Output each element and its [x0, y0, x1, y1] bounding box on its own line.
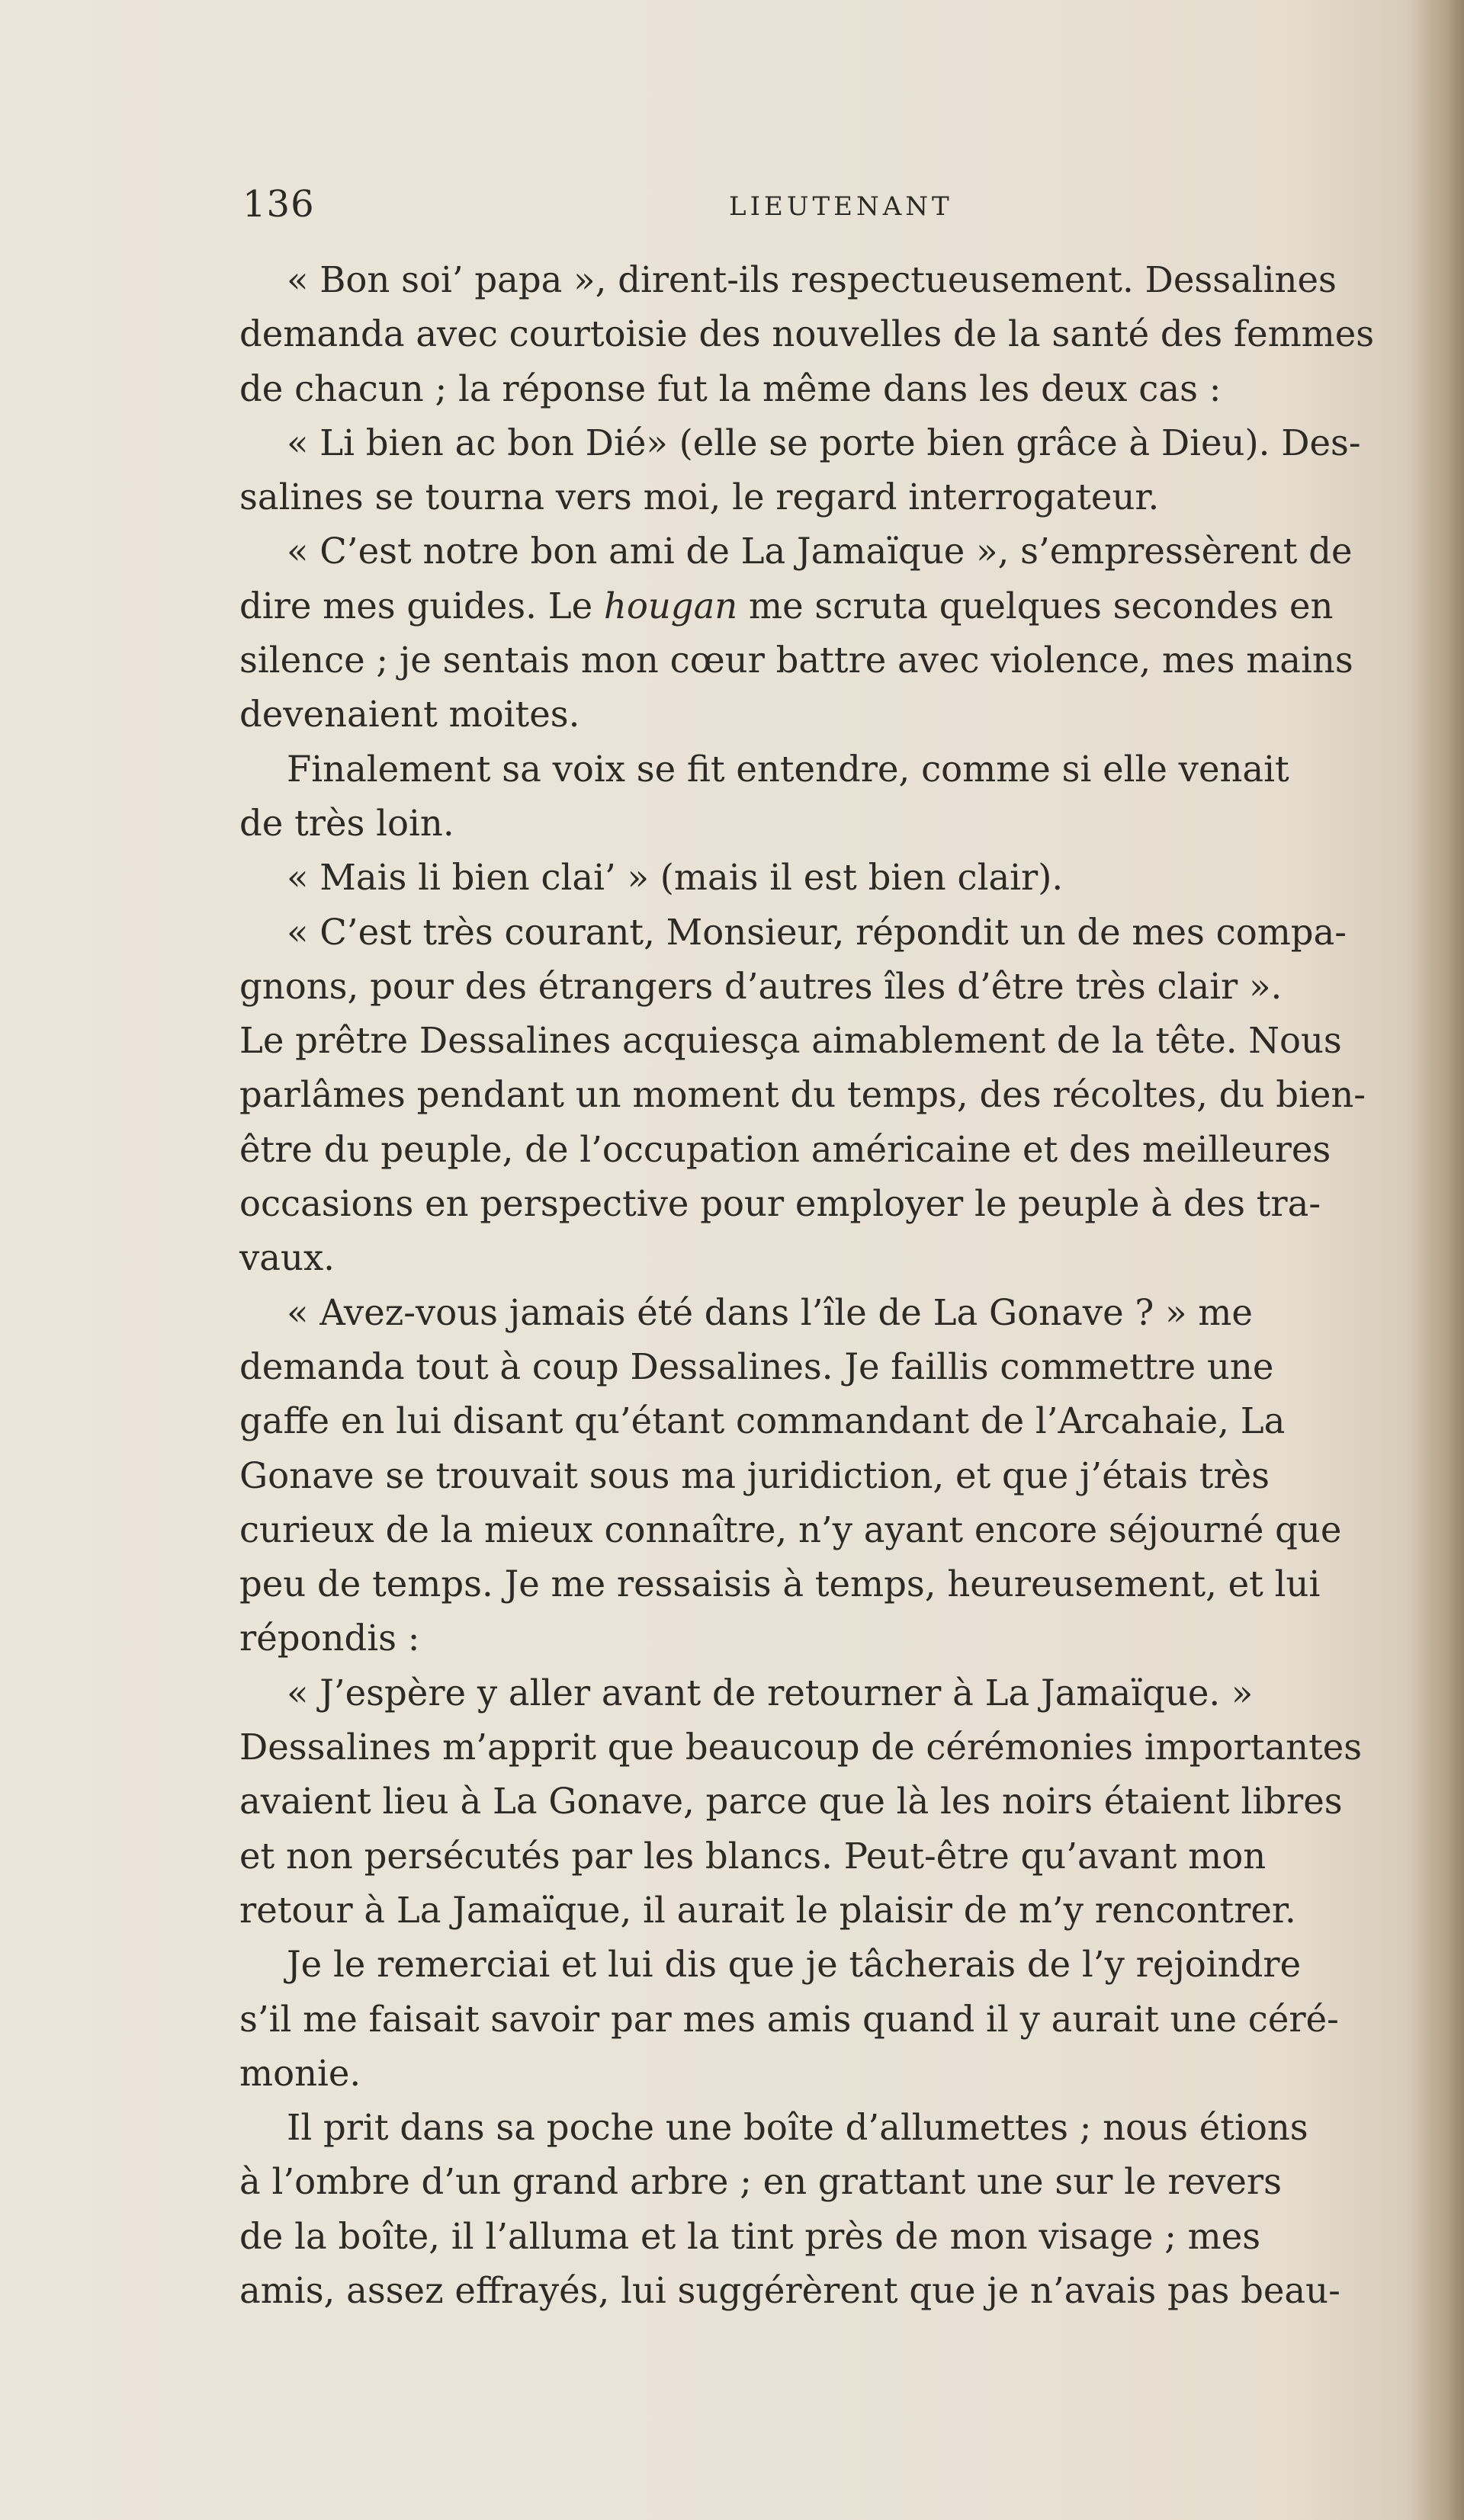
text-line: de la boîte, il l’alluma et la tint près de mon visage ; mes [239, 2215, 1261, 2257]
text-line: et non persécutés par les blancs. Peut-être qu’avant mon [239, 1835, 1267, 1877]
text-line: gaffe en lui disant qu’étant commandant de l’Arcahaie, La [239, 1400, 1286, 1442]
text-line: gnons, pour des étrangers d’autres îles d’être très clair ». [239, 965, 1283, 1007]
text-line: occasions en perspective pour employer le peuple à des tra- [239, 1183, 1321, 1225]
text-line: de très loin. [239, 802, 454, 844]
text-line: « C’est notre bon ami de La Jamaïque », s’empressèrent de [287, 531, 1353, 572]
text-line: demanda tout à coup Dessalines. Je faillis commettre une [239, 1345, 1274, 1387]
text-line: de chacun ; la réponse fut la même dans les deux cas : [239, 367, 1222, 409]
text-line: salines se tourna vers moi, le regard interrogateur. [239, 476, 1160, 518]
text-line: « Avez-vous jamais été dans l’île de La Gonave ? » me [287, 1291, 1253, 1333]
text-line: avaient lieu à La Gonave, parce que là les noirs étaient libres [239, 1781, 1343, 1823]
text-line: « C’est très courant, Monsieur, répondit un de mes compa- [287, 911, 1347, 953]
text-line: Le prêtre Dessalines acquiesça aimablement de la tête. Nous [239, 1020, 1342, 1062]
text-line: répondis : [239, 1617, 420, 1659]
text-line: Il prit dans sa poche une boîte d’allumettes ; nous étions [287, 2107, 1308, 2149]
running-head [242, 181, 1417, 227]
text-line: silence ; je sentais mon cœur battre avec violence, mes mains [239, 640, 1353, 681]
text-line: être du peuple, de l’occupation américaine et des meilleures [239, 1128, 1331, 1170]
italic-term: hougan [603, 585, 738, 627]
text-line: retour à La Jamaïque, il aurait le plaisir de m’y rencontrer. [239, 1889, 1296, 1931]
text-line: « J’espère y aller avant de retourner à La Jamaïque. » [287, 1672, 1254, 1714]
text-line: devenaient moites. [239, 694, 580, 736]
running-title: LIEUTENANT [729, 191, 953, 222]
text-line: à l’ombre d’un grand arbre ; en grattant une sur le revers [239, 2161, 1282, 2203]
text-line: peu de temps. Je me ressaisis à temps, heureusement, et lui [239, 1563, 1321, 1605]
text-line: demanda avec courtoisie des nouvelles de la santé des femmes [239, 313, 1375, 355]
text-line: dire mes guides. Le hougan me scruta quelques secondes en [239, 585, 1334, 627]
text-line: « Bon soi’ papa », dirent-ils respectueusement. Dessalines [287, 259, 1337, 300]
body-text [239, 253, 1452, 2318]
text-line: curieux de la mieux connaître, n’y ayant encore séjourné que [239, 1508, 1342, 1550]
page-number: 136 [242, 183, 315, 226]
text-line: vaux. [239, 1237, 335, 1279]
text-line: monie. [239, 2052, 361, 2094]
text-line: parlâmes pendant un moment du temps, des récoltes, du bien- [239, 1074, 1366, 1116]
text-line: « Mais li bien clai’ » (mais il est bien clair). [287, 857, 1064, 899]
text-line: Dessalines m’apprit que beaucoup de cérémonies importantes [239, 1726, 1363, 1768]
text-line: Je le remerciai et lui dis que je tâcherais de l’y rejoindre [287, 1944, 1302, 1986]
text-line: Gonave se trouvait sous ma juridiction, et que j’étais très [239, 1454, 1270, 1496]
text-line: Finalement sa voix se fit entendre, comme si elle venait [287, 748, 1289, 790]
text-line: s’il me faisait savoir par mes amis quand il y aurait une céré- [239, 1998, 1339, 2040]
text-line: « Li bien ac bon Dié» (elle se porte bien grâce à Dieu). Des- [287, 422, 1361, 463]
text-line: amis, assez effrayés, lui suggérèrent que je n’avais pas beau- [239, 2269, 1340, 2311]
